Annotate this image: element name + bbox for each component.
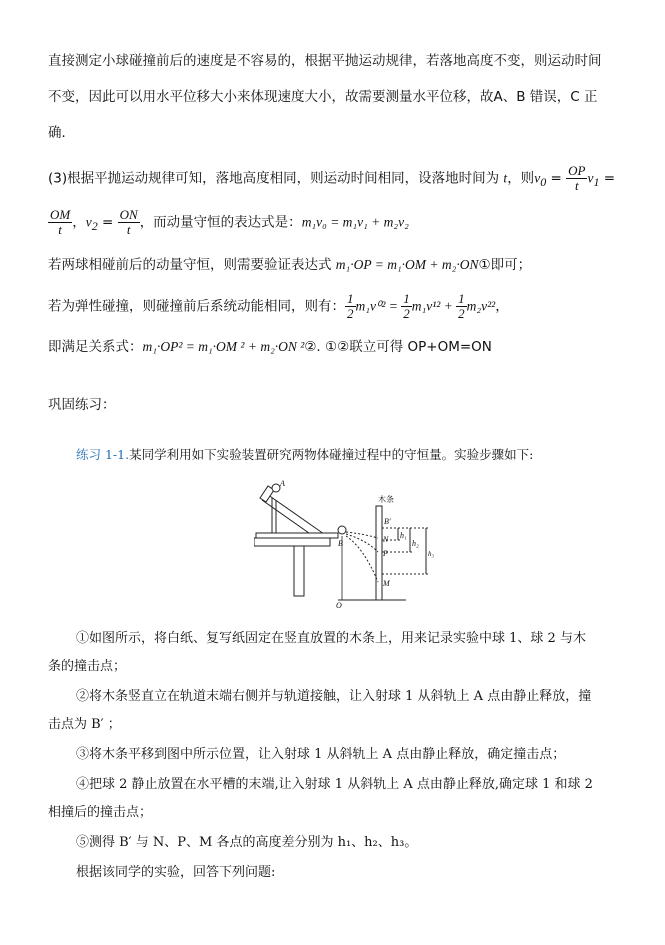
ke-term3: m₂v²²: [466, 298, 496, 314]
relation-text: 即满足关系式：: [48, 339, 143, 355]
var-v1: v: [587, 170, 594, 186]
relation-expression: m₁·OP² = m₁·OM ² + m₂·ON ²: [142, 339, 305, 354]
frac-num: OM: [50, 207, 71, 222]
ke-term2: m₁v¹² +: [411, 298, 457, 314]
trajectory-n: [346, 532, 378, 538]
fraction-half: [401, 292, 412, 321]
step-3: ③将木条平移到图中所示位置，让入射球 1 从斜轨上 A 点由静止释放，确定撞击点；: [76, 747, 566, 762]
exercise-label: 练习 1-1.: [76, 447, 130, 462]
para2-line2: [48, 208, 409, 237]
step-1b: 条的撞击点；: [48, 659, 127, 674]
label-h3: h₃: [428, 550, 434, 558]
para2-line1: [48, 164, 615, 193]
ball-at-a: [272, 484, 280, 492]
frac-num: 1: [347, 291, 354, 306]
v2-sub: 2: [91, 219, 98, 234]
para2-after: ，而动量守恒的表达式是：: [139, 214, 302, 231]
frac-den: t: [126, 222, 131, 237]
equals: =: [97, 214, 118, 231]
para1-line1: 直接测定小球碰撞前后的速度是不容易的，根据平抛运动规律，若落地高度不变，则运动时间: [48, 53, 602, 69]
frac-num: ON: [119, 207, 138, 222]
comma: ，: [72, 214, 86, 231]
relation-line: [48, 338, 492, 356]
trajectory-m: [346, 536, 378, 582]
fraction-on-t: [118, 208, 140, 237]
fraction-om-t: [48, 208, 72, 237]
apparatus-figure: [254, 478, 434, 614]
elastic-line: [48, 292, 509, 321]
step-4b: 相撞后的撞击点；: [48, 805, 153, 820]
label-a: A: [280, 479, 285, 488]
table-leg: [294, 546, 304, 596]
horizontal-track: [256, 533, 338, 538]
relation-post: ②. ①②联立可得 OP+OM=ON: [304, 339, 492, 355]
label-bp: B′: [384, 517, 391, 526]
equals: =: [546, 170, 567, 187]
frac-den: 2: [403, 306, 410, 321]
frac-den: 2: [347, 306, 354, 321]
para1-line2: 不变，因此可以用水平位移大小来体现速度大小，故需要测量水平位移，故A、B 错误，C 正: [48, 89, 598, 105]
consolidate-heading: 巩固练习：: [48, 397, 116, 413]
var-v0: v: [534, 170, 541, 186]
exercise-heading: [76, 446, 533, 464]
label-h1: h₁: [400, 531, 407, 540]
step-5: ⑤测得 B′ 与 N、P、M 各点的高度差分别为 h₁、h₂、h₃。: [76, 835, 418, 850]
frac-num: 1: [403, 291, 410, 306]
wood-strip: [376, 506, 382, 600]
fraction-op-t: [566, 164, 587, 193]
para1-line3: 确．: [48, 125, 75, 141]
elastic-text: 若为弹性碰撞，则碰撞前后系统动能相同，则有：: [48, 298, 345, 315]
frac-num: 1: [458, 291, 465, 306]
label-o: O: [336, 601, 342, 610]
elastic-post: ，: [495, 298, 509, 315]
frac-den: t: [58, 222, 62, 237]
frac-num: OP: [568, 163, 586, 178]
label-n: N: [383, 535, 389, 544]
verify-line: [48, 256, 531, 274]
momentum-equation: m₁v₀ = m₁v₁ + m₂v₂: [301, 214, 409, 230]
frac-den: t: [574, 178, 579, 193]
step-1a: ①如图所示，将白纸、复写纸固定在竖直放置的木条上，用来记录实验中球 1、球 2 与木: [76, 631, 586, 646]
verify-expression: m₁·OP = m₁·OM + m₂·ON: [335, 257, 479, 272]
para2-mid: ，则: [507, 170, 535, 187]
fraction-half: [456, 292, 467, 321]
circle-one: ①: [478, 257, 491, 273]
equals-tail: =: [599, 170, 616, 187]
ball-2: [338, 526, 346, 534]
fraction-half: [345, 292, 356, 321]
incline-rail-bottom: [262, 500, 316, 538]
label-wood: 木条: [378, 495, 394, 504]
label-m: M: [383, 579, 390, 588]
trajectory-p: [346, 534, 378, 552]
step-2a: ②将木条竖直立在轨道末端右侧并与轨道接触，让入射球 1 从斜轨上 A 点由静止释放，撞: [76, 689, 592, 704]
step-4a: ④把球 2 静止放置在水平槽的末端,让入射球 1 从斜轨上 A 点由静止释放,确定球 1 和球 2: [76, 777, 593, 792]
para2-text: (3)根据平抛运动规律可知，落地高度相同，则运动时间相同，设落地时间为: [48, 170, 504, 187]
step-6: 根据该同学的实验，回答下列问题:: [76, 865, 276, 880]
label-h2: h₂: [412, 539, 419, 548]
verify-post: 即可；: [490, 257, 532, 273]
var-t: t: [503, 170, 508, 186]
var-v2: v: [85, 214, 92, 230]
v1-sub: 1: [593, 175, 600, 190]
ke-term1: m₁v⁰² =: [355, 298, 402, 314]
verify-text: 若两球相碰前后的动量守恒，则需要验证表达式: [48, 257, 336, 273]
incline-rail-top: [264, 492, 324, 534]
step-2b: 击点为 B′ ；: [48, 717, 121, 732]
v0-sub: 0: [540, 175, 547, 190]
frac-den: 2: [458, 306, 465, 321]
label-b: B: [338, 539, 343, 548]
table-top: [254, 538, 330, 546]
exercise-text: 某同学利用如下实验装置研究两物体碰撞过程中的守恒量。实验步骤如下:: [129, 447, 534, 462]
label-p: P: [383, 549, 388, 558]
